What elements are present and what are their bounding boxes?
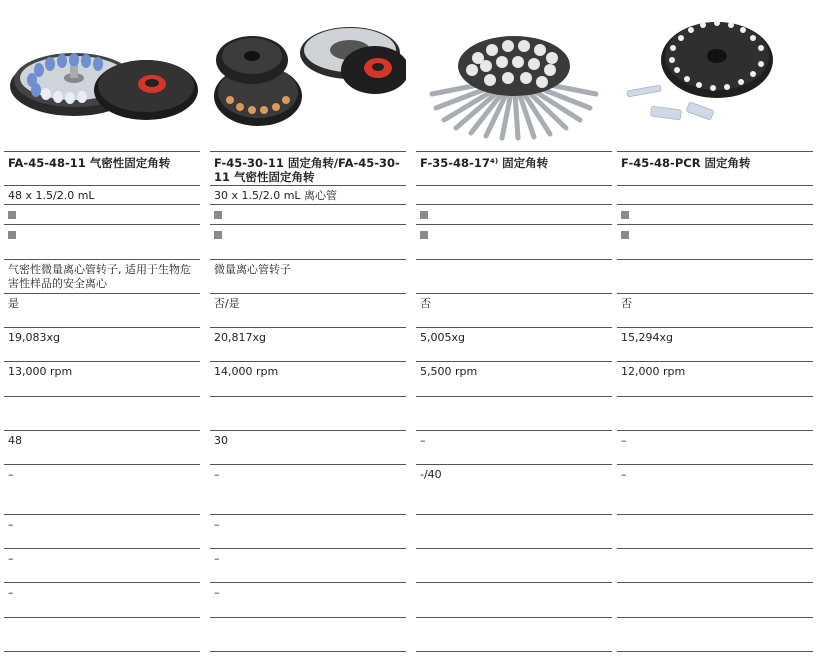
square-marker-icon [8, 211, 16, 219]
spec-capacity: 48 x 1.5/2.0 mL [4, 185, 200, 204]
square-marker-icon [214, 211, 222, 219]
spec-capacity [617, 185, 813, 204]
spec-row-12 [617, 548, 813, 582]
rotor-photo-f-45-30-11 [210, 8, 406, 144]
spec-row-11: – [210, 514, 406, 548]
spec-aerosol-tight: 否 [617, 293, 813, 327]
spec-row-12 [416, 548, 612, 582]
rotor-title: F-35-48-17⁴⁾ 固定角转 [416, 151, 612, 185]
spec-marker-1 [4, 204, 200, 224]
spec-row-14 [617, 617, 813, 651]
spec-max-speed: 5,500 rpm [416, 361, 612, 396]
spec-marker-2 [617, 224, 813, 259]
spec-tube-count: 30 [210, 430, 406, 464]
spec-aerosol-tight: 否/是 [210, 293, 406, 327]
spec-empty [617, 396, 813, 430]
spec-tube-count: 48 [4, 430, 200, 464]
square-marker-icon [621, 231, 629, 239]
spec-capacity [416, 185, 612, 204]
spec-max-speed: 13,000 rpm [4, 361, 200, 396]
rotor-photo-f-35-48-17 [416, 8, 612, 144]
square-marker-icon [621, 211, 629, 219]
spec-row-10: -/40 [416, 464, 612, 514]
spec-empty [210, 396, 406, 430]
spec-aerosol-tight: 是 [4, 293, 200, 327]
spec-marker-2 [4, 224, 200, 259]
spec-max-rcf: 19,083xg [4, 327, 200, 361]
spec-row-10: – [210, 464, 406, 514]
spec-max-speed: 12,000 rpm [617, 361, 813, 396]
spec-max-rcf: 15,294xg [617, 327, 813, 361]
rotor-photo-fa-45-48-11 [4, 8, 200, 144]
spec-row-10: – [4, 464, 200, 514]
square-marker-icon [214, 231, 222, 239]
square-marker-icon [8, 231, 16, 239]
spec-max-rcf: 5,005xg [416, 327, 612, 361]
spec-row-13: – [4, 582, 200, 617]
spec-marker-2 [416, 224, 612, 259]
spec-max-rcf: 20,817xg [210, 327, 406, 361]
table-bottom-rule [416, 651, 612, 657]
table-bottom-rule [617, 651, 813, 657]
spec-row-13 [416, 582, 612, 617]
spec-capacity: 30 x 1.5/2.0 mL 离心管 [210, 185, 406, 204]
spec-row-14 [416, 617, 612, 651]
spec-row-12: – [4, 548, 200, 582]
spec-empty [4, 396, 200, 430]
spec-description: 气密性微量离心管转子, 适用于生物危害性样品的安全离心 [4, 259, 200, 293]
spec-row-14 [4, 617, 200, 651]
spec-row-14 [210, 617, 406, 651]
table-bottom-rule [210, 651, 406, 657]
rotor-photo-f-45-48-pcr [617, 8, 813, 144]
rotor-title: FA-45-48-11 气密性固定角转 [4, 151, 200, 185]
spec-row-11 [416, 514, 612, 548]
table-bottom-rule [4, 651, 200, 657]
rotor-title: F-45-48-PCR 固定角转 [617, 151, 813, 185]
spec-row-11: – [4, 514, 200, 548]
spec-marker-2 [210, 224, 406, 259]
square-marker-icon [420, 211, 428, 219]
spec-row-12: – [210, 548, 406, 582]
square-marker-icon [420, 231, 428, 239]
rotor-title: F-45-30-11 固定角转/FA-45-30-11 气密性固定角转 [210, 151, 406, 185]
spec-tube-count: – [617, 430, 813, 464]
spec-row-11 [617, 514, 813, 548]
spec-marker-1 [210, 204, 406, 224]
spec-description: 微量离心管转子 [210, 259, 406, 293]
spec-description [617, 259, 813, 293]
spec-marker-1 [617, 204, 813, 224]
spec-row-13: – [210, 582, 406, 617]
spec-aerosol-tight: 否 [416, 293, 612, 327]
spec-tube-count: – [416, 430, 612, 464]
spec-row-13 [617, 582, 813, 617]
spec-row-10: – [617, 464, 813, 514]
spec-description [416, 259, 612, 293]
spec-max-speed: 14,000 rpm [210, 361, 406, 396]
spec-marker-1 [416, 204, 612, 224]
spec-empty [416, 396, 612, 430]
